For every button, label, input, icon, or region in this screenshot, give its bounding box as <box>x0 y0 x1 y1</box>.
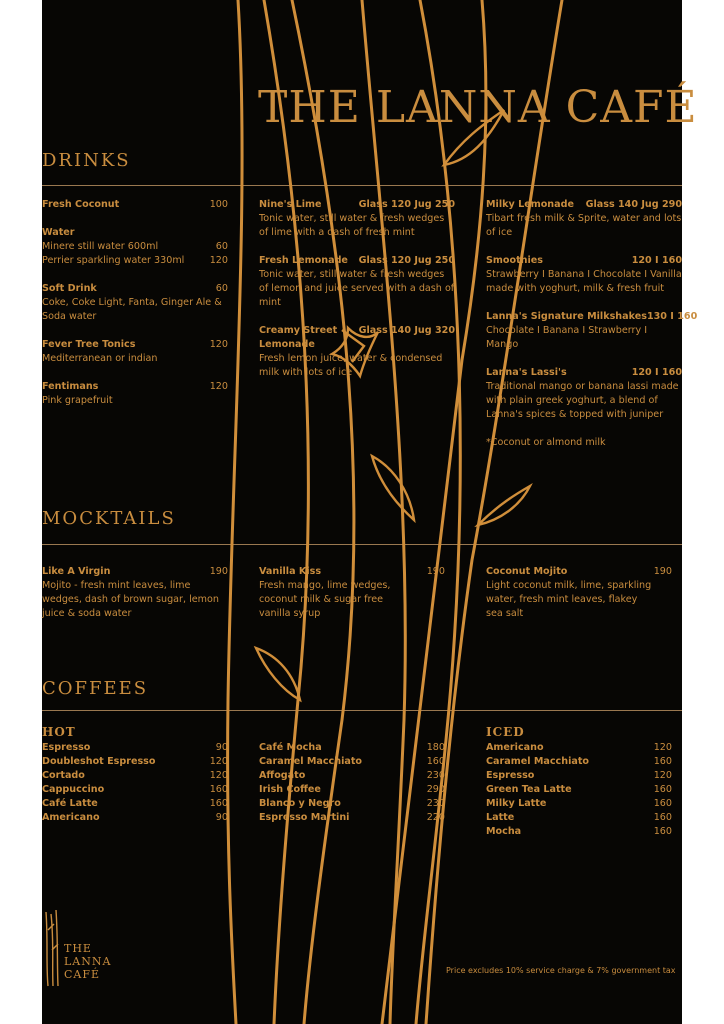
item-price: 60 <box>215 241 228 252</box>
item-name: Vanilla Kiss <box>259 566 322 577</box>
item-name: Nine's Lime <box>259 199 322 210</box>
mocktail-item <box>259 565 445 621</box>
list-item: Cappuccino 160 <box>42 784 228 795</box>
item-price: 190 <box>426 566 445 577</box>
coffees-hot-column <box>42 725 228 825</box>
item-price: Glass 140 Jug 320 <box>358 325 455 336</box>
item-description: Tonic water, still water & fresh wedges of lemon and juice served with a dash of mint <box>259 269 455 308</box>
item-name: Lanna's Signature Milkshakes <box>486 311 647 322</box>
drinks-column-2 <box>259 198 455 394</box>
mocktails-divider <box>42 544 682 545</box>
price-footnote: Price excludes 10% service charge & 7% government tax <box>446 966 676 975</box>
mocktail-item <box>486 565 672 621</box>
list-item: Irish Coffee 290 <box>259 784 445 795</box>
hot-subheading: HOT <box>42 725 76 739</box>
mocktail-item <box>42 565 228 621</box>
item-price: Glass 120 Jug 250 <box>358 255 455 266</box>
item-description: Light coconut milk, lime, sparkling water, fresh mint leaves, flakey sea salt <box>486 580 652 619</box>
logo-line: CAFÉ <box>64 968 101 981</box>
item-name: Fentimans <box>42 381 99 392</box>
item-description: Fresh mango, lime wedges, coconut milk & sugar free vanilla syrup <box>259 580 391 619</box>
menu-item <box>486 254 682 296</box>
menu-item <box>259 324 455 380</box>
item-description: Tonic water, still water & fresh wedges of lime with a dash of fresh mint <box>259 213 445 238</box>
list-item: Espresso 120 <box>486 770 672 781</box>
item-price: 190 <box>653 566 672 577</box>
menu-item <box>486 310 698 352</box>
item-name: Soft Drink <box>42 283 97 294</box>
list-item: Espresso Martini 220 <box>259 812 445 823</box>
menu-item <box>42 198 228 212</box>
menu-item <box>259 198 455 240</box>
menu-page <box>42 0 698 1024</box>
list-item: Blanco y Negro 230 <box>259 798 445 809</box>
item-description: Mojito - fresh mint leaves, lime wedges, dash of brown sugar, lemon juice & soda water <box>42 580 219 619</box>
menu-item <box>42 380 228 408</box>
item-description: Tibart fresh milk & Sprite, water and lots of ice <box>486 213 682 238</box>
list-item: Affogato 230 <box>259 770 445 781</box>
coffees-heading: COFFEES <box>42 678 149 699</box>
item-name: Lanna's Lassi's <box>486 367 567 378</box>
drinks-note: *Coconut or almond milk <box>486 437 606 448</box>
item-description: Chocolate I Banana I Strawberry I Mango <box>486 325 648 350</box>
list-item: Espresso 90 <box>42 742 228 753</box>
item-price: 120 I 160 <box>631 367 682 378</box>
item-description: Traditional mango or banana lassi made with plain greek yoghurt, a blend of Lanna's spices & topped with juniper <box>486 381 679 420</box>
menu-item <box>42 338 228 366</box>
item-name: Water <box>42 227 75 238</box>
item-price: 100 <box>209 199 228 210</box>
list-item: Café Mocha 180 <box>259 742 445 753</box>
item-description: Pink grapefruit <box>42 395 113 406</box>
mocktails-heading: MOCKTAILS <box>42 508 176 529</box>
list-item: Mocha 160 <box>486 826 672 837</box>
item-description: Fresh lemon juice, water & condensed milk with lots of ice <box>259 353 443 378</box>
coffees-iced-column <box>486 725 672 839</box>
item-description: Strawberry I Banana I Chocolate I Vanilla made with yoghurt, milk & fresh fruit <box>486 269 682 294</box>
logo-wordmark <box>64 942 111 981</box>
item-description: Coke, Coke Light, Fanta, Ginger Ale & Soda water <box>42 297 222 322</box>
list-item: Milky Latte 160 <box>486 798 672 809</box>
list-item: Caramel Macchiato 160 <box>259 756 445 767</box>
item-price: 190 <box>209 566 228 577</box>
list-item: Café Latte 160 <box>42 798 228 809</box>
menu-item <box>42 282 228 324</box>
logo-line: THE <box>64 942 92 955</box>
item-name: Coconut Mojito <box>486 566 568 577</box>
item-price: 120 <box>209 381 228 392</box>
drinks-divider <box>42 185 682 186</box>
item-name: Smoothies <box>486 255 544 266</box>
item-price: Glass 140 Jug 290 <box>585 199 682 210</box>
item-name: Fresh Coconut <box>42 199 120 210</box>
logo-line: LANNA <box>64 955 112 968</box>
drinks-column-1 <box>42 198 228 422</box>
item-price: 130 I 160 <box>646 311 698 322</box>
menu-item <box>259 254 455 310</box>
iced-subheading: ICED <box>486 725 525 739</box>
list-item: Latte 160 <box>486 812 672 823</box>
list-item: Green Tea Latte 160 <box>486 784 672 795</box>
list-item: Cortado 120 <box>42 770 228 781</box>
drinks-column-3 <box>486 198 698 450</box>
item-price: 120 <box>209 339 228 350</box>
item-price: 60 <box>215 283 228 294</box>
item-price: 120 I 160 <box>631 255 682 266</box>
item-name: Fever Tree Tonics <box>42 339 136 350</box>
item-name: Fresh Lemonade <box>259 255 348 266</box>
list-item: Americano 90 <box>42 812 228 823</box>
menu-item <box>486 366 682 422</box>
coffees-divider <box>42 710 682 711</box>
item-price: 120 <box>209 255 228 266</box>
menu-item <box>486 198 682 240</box>
item-line: Minere still water 600ml <box>42 241 159 252</box>
item-line: Perrier sparkling water 330ml <box>42 255 185 266</box>
page-title: THE LANNA CAFÉ <box>258 82 698 133</box>
list-item: Americano 120 <box>486 742 672 753</box>
item-price: Glass 120 Jug 250 <box>358 199 455 210</box>
item-description: Mediterranean or indian <box>42 353 158 364</box>
item-name: Creamy Street Lemonade <box>259 325 338 350</box>
item-name: Milky Lemonade <box>486 199 574 210</box>
menu-item <box>42 226 228 268</box>
coffees-middle-column <box>259 741 445 825</box>
drinks-heading: DRINKS <box>42 150 131 171</box>
list-item: Doubleshot Espresso 120 <box>42 756 228 767</box>
list-item: Caramel Macchiato 160 <box>486 756 672 767</box>
item-name: Like A Virgin <box>42 566 111 577</box>
